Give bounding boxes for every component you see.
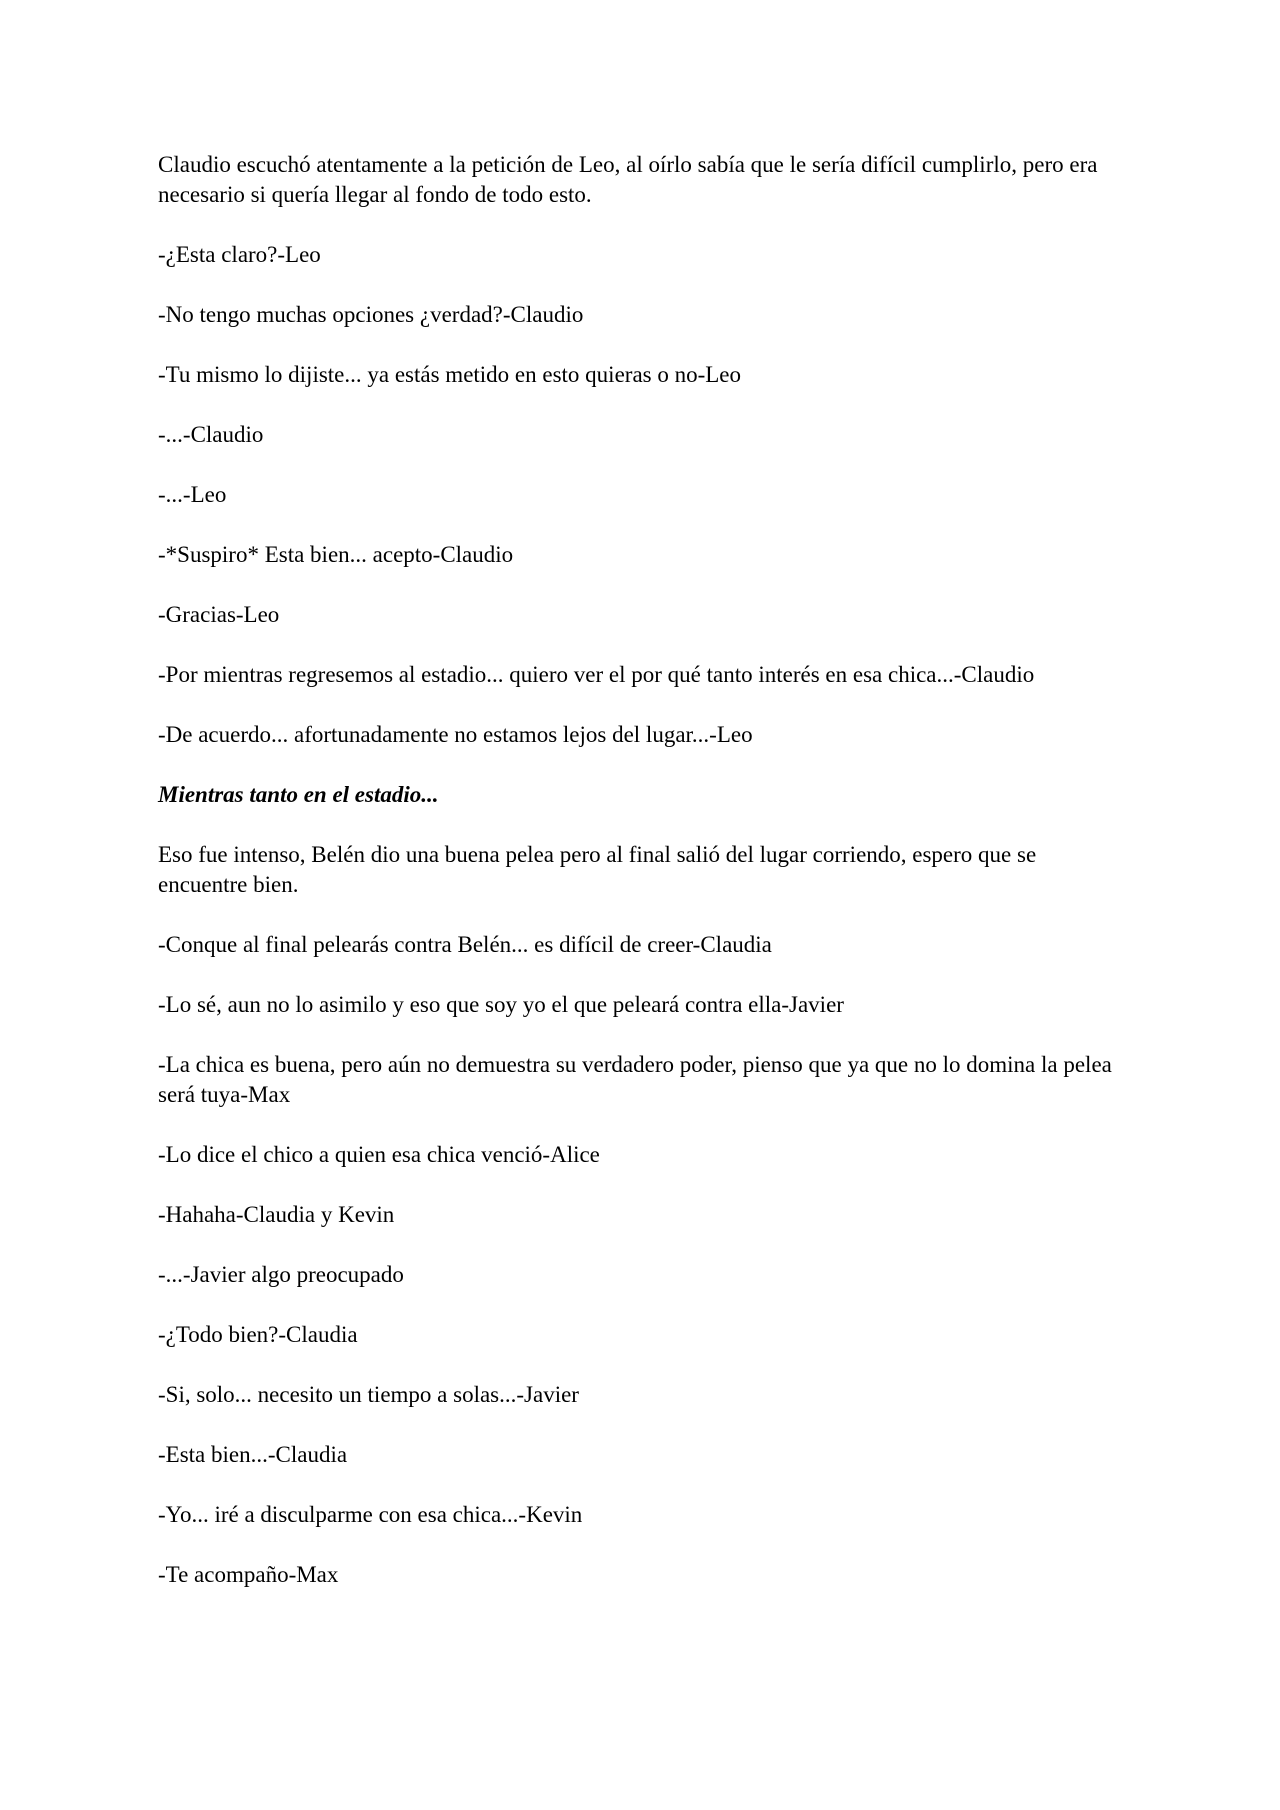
paragraph-dialogue: -¿Esta claro?-Leo bbox=[158, 242, 321, 267]
paragraph-dialogue: -...-Claudio bbox=[158, 422, 264, 447]
paragraph-dialogue: -No tengo muchas opciones ¿verdad?-Claudio bbox=[158, 302, 584, 327]
paragraph-dialogue: -Te acompaño-Max bbox=[158, 1562, 339, 1587]
document-text-block bbox=[158, 150, 1122, 1620]
paragraph-dialogue: -Por mientras regresemos al estadio... quiero ver el por qué tanto interés en esa chica...-Claudio bbox=[158, 662, 1035, 687]
paragraph-dialogue: -Tu mismo lo dijiste... ya estás metido en esto quieras o no-Leo bbox=[158, 362, 742, 387]
paragraph-dialogue: -...-Leo bbox=[158, 482, 227, 507]
paragraph-dialogue: -La chica es buena, pero aún no demuestra su verdadero poder, pienso que ya que no lo domina la pelea será tuya-Max bbox=[158, 1052, 1112, 1107]
paragraph-dialogue: -Si, solo... necesito un tiempo a solas...-Javier bbox=[158, 1382, 579, 1407]
paragraph-dialogue: -Conque al final pelearás contra Belén... es difícil de creer-Claudia bbox=[158, 932, 772, 957]
paragraph-dialogue: -*Suspiro* Esta bien... acepto-Claudio bbox=[158, 542, 514, 567]
paragraph-narration: Eso fue intenso, Belén dio una buena pelea pero al final salió del lugar corriendo, espero que se encuentre bien. bbox=[158, 842, 1037, 897]
paragraph-dialogue: -Lo dice el chico a quien esa chica venció-Alice bbox=[158, 1142, 600, 1167]
paragraph-dialogue: -Lo sé, aun no lo asimilo y eso que soy yo el que peleará contra ella-Javier bbox=[158, 992, 844, 1017]
paragraph-dialogue: -De acuerdo... afortunadamente no estamos lejos del lugar...-Leo bbox=[158, 722, 753, 747]
paragraph-dialogue: -¿Todo bien?-Claudia bbox=[158, 1322, 358, 1347]
paragraph-dialogue: -...-Javier algo preocupado bbox=[158, 1262, 404, 1287]
paragraph-dialogue: -Yo... iré a disculparme con esa chica...-Kevin bbox=[158, 1502, 583, 1527]
section-heading: Mientras tanto en el estadio... bbox=[158, 782, 439, 807]
paragraph-dialogue: -Gracias-Leo bbox=[158, 602, 280, 627]
paragraph-narration: Claudio escuchó atentamente a la petición de Leo, al oírlo sabía que le sería difícil cumplirlo, pero era necesario si quería llegar al fondo de todo esto. bbox=[158, 152, 1098, 207]
paragraph-dialogue: -Esta bien...-Claudia bbox=[158, 1442, 348, 1467]
paragraph-dialogue: -Hahaha-Claudia y Kevin bbox=[158, 1202, 395, 1227]
